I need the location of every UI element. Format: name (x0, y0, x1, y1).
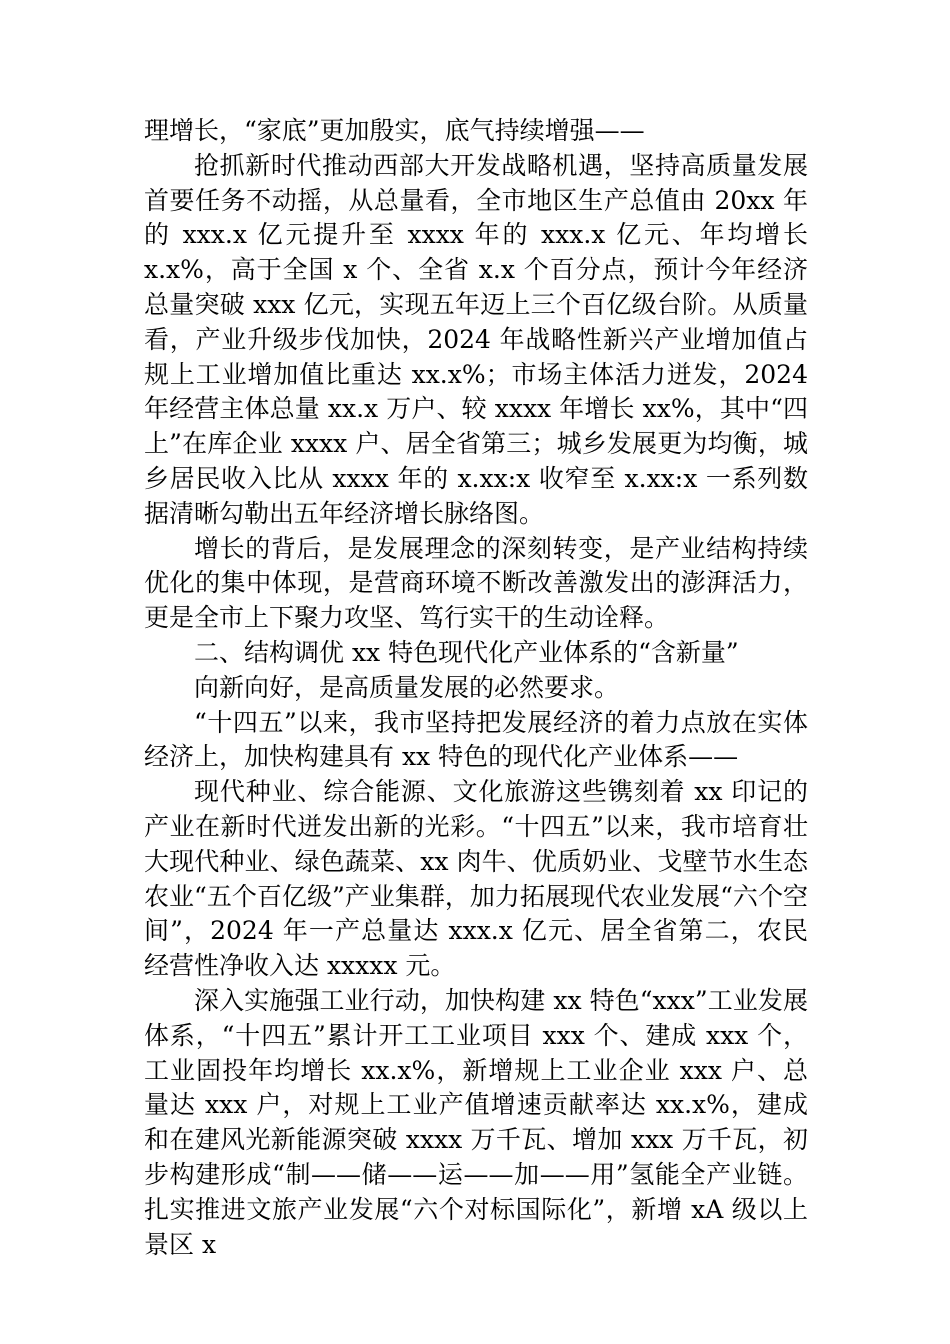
paragraph-growth-background: 增长的背后，是发展理念的深刻转变，是产业结构持续优化的集中体现，是营商环境不断改善激发出的澎湃活力，更是全市上下聚力攻坚、笃行实干的生动诠释。 (144, 533, 808, 633)
paragraph-economic-growth: 抢抓新时代推动西部大开发战略机遇，坚持高质量发展首要任务不动摇，从总量看，全市地区生产总值由 20xx 年的 xxx.x 亿元提升至 xxxx 年的 xxx.x 亿元、年均增长 x.x%，高于全国 x 个、全省 x.x 个百分点，预计今年经济总量突破 xxx 亿元，实现五年迈上三个百亿级台阶。从质量看，产业升级步伐加快，2024 年战略性新兴产业增加值占规上工业增加值比重达 xx.x%；市场主体活力迸发，2024 年经营主体总量 xx.x 万户、较 xxxx 年增长 xx%，其中“四上”在库企业 xxxx 户、居全省第三；城乡发展更为均衡，城乡居民收入比从 xxxx 年的 x.xx:x 收窄至 x.xx:x 一系列数据清晰勾勒出五年经济增长脉络图。 (144, 150, 808, 528)
paragraph-agriculture: 现代种业、综合能源、文化旅游这些镌刻着 xx 印记的产业在新时代迸发出新的光彩。“十四五”以来，我市培育壮大现代种业、绿色蔬菜、xx 肉牛、优质奶业、戈壁节水生态农业“五个百亿级”产业集群，加力拓展现代农业发展“六个空间”，2024 年一产总量达 xxx.x 亿元、居全省第二，农民经营性净收入达 xxxxx 元。 (144, 777, 808, 981)
paragraph-intro: 向新向好，是高质量发展的必然要求。 (194, 672, 620, 702)
section-heading: 二、结构调优 xx 特色现代化产业体系的“含新量” (194, 637, 739, 667)
paragraph-industry-system: “十四五”以来，我市坚持把发展经济的着力点放在实体经济上，加快构建具有 xx 特色的现代化产业体系—— (144, 707, 808, 772)
paragraph-continuation: 理增长，“家底”更加殷实，底气持续增强—— (144, 116, 645, 145)
document-body (144, 114, 808, 1262)
paragraph-industry-tourism: 深入实施强工业行动，加快构建 xx 特色“xxx”工业发展体系，“十四五”累计开工工业项目 xxx 个、建成 xxx 个，工业固投年均增长 xx.x%，新增规上工业企业 xxx 户、总量达 xxx 户，对规上工业产值增速贡献率达 xx.x%，建成和在建风光新能源突破 xxxx 万千瓦、增加 xxx 万千瓦，初步构建形成“制——储——运——加——用”氢能全产业链。扎实推进文旅产业发展“六个对标国际化”，新增 xA 级以上景区 x (144, 985, 808, 1259)
